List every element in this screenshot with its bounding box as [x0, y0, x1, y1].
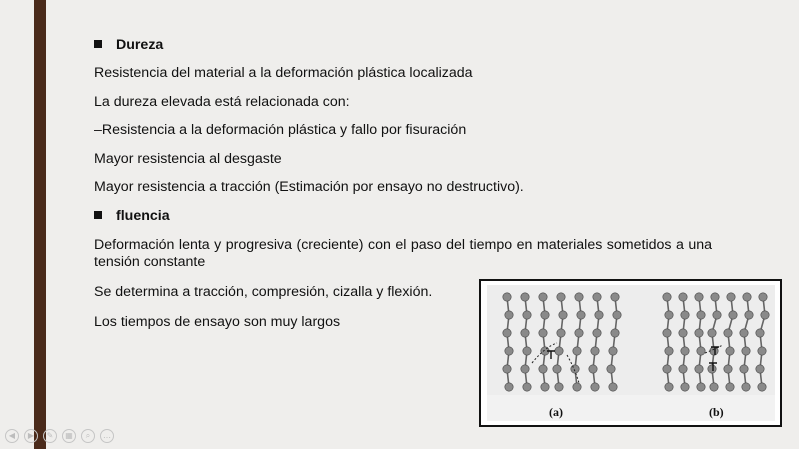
dislocation-diagram — [487, 285, 775, 421]
dureza-line-1: Resistencia del material a la deformación plástica localizada — [94, 65, 473, 81]
bullet-icon — [94, 40, 102, 48]
heading-fluencia: fluencia — [94, 208, 170, 225]
bullet-icon — [94, 211, 102, 219]
zoom-icon[interactable]: ⌕ — [81, 429, 95, 443]
accent-bar — [34, 0, 46, 449]
dureza-line-3: –Resistencia a la deformación plástica y fallo por fisuración — [94, 122, 467, 138]
fluencia-line-2: Se determina a tracción, compresión, cizalla y flexión. — [94, 284, 433, 300]
fluencia-line-1: Deformación lenta y progresiva (creciente) con el paso del tiempo en materiales sometidos a una tensión constante — [94, 237, 712, 270]
heading-dureza: Dureza — [94, 37, 163, 54]
pen-icon[interactable]: ✎ — [43, 429, 57, 443]
more-icon[interactable]: … — [100, 429, 114, 443]
slides-icon[interactable]: ▦ — [62, 429, 76, 443]
figure-label-a: (a) — [549, 405, 563, 419]
dureza-line-2: La dureza elevada está relacionada con: — [94, 94, 350, 110]
dureza-line-5: Mayor resistencia a tracción (Estimación por ensayo no destructivo). — [94, 179, 524, 195]
figure-label-b: (b) — [709, 405, 724, 419]
fluencia-line-3: Los tiempos de ensayo son muy largos — [94, 314, 341, 330]
dislocation-figure — [479, 279, 782, 427]
dureza-line-4: Mayor resistencia al desgaste — [94, 151, 282, 167]
atom-lattice-graphic — [487, 285, 775, 421]
prev-icon[interactable]: ◀ — [5, 429, 19, 443]
next-icon[interactable]: ▶ — [24, 429, 38, 443]
